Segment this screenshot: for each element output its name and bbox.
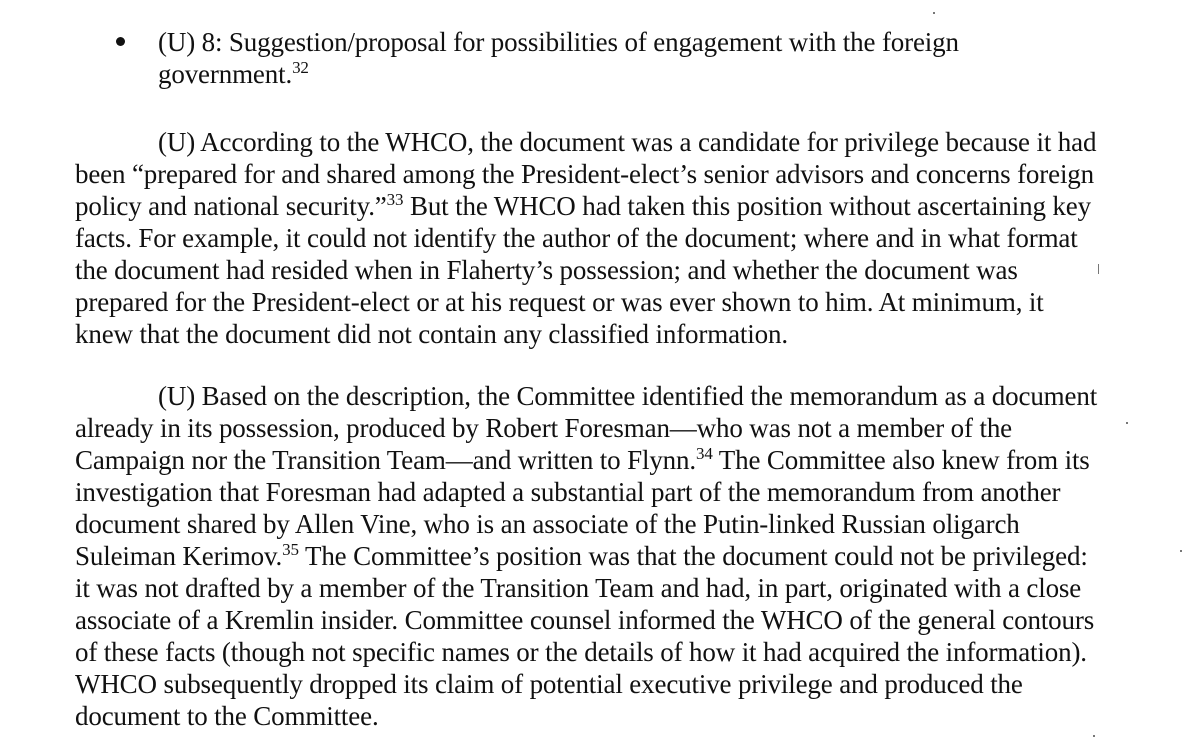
paragraph-line: associate of a Kremlin insider. Committee counsel informed the WHCO of the general contours <box>75 605 1095 635</box>
paragraph-line: WHCO subsequently dropped its claim of potential executive privilege and produced the <box>75 669 1023 699</box>
paragraph-line: the document had resided when in Flaherty’s possession; and whether the document was <box>75 255 1018 285</box>
bullet-line: government.$^{32}$ <box>158 58 309 89</box>
scan-speck <box>1180 550 1182 552</box>
scan-speck <box>1126 422 1128 424</box>
scan-speck <box>1093 735 1095 737</box>
paragraph-line: been “prepared for and shared among the President-elect’s senior advisors and concerns foreign <box>75 159 1095 189</box>
paragraph-line: already in its possession, produced by Robert Foresman—who was not a member of the <box>75 413 1013 443</box>
paragraph-line: investigation that Foresman had adapted a substantial part of the memorandum from another <box>75 477 1061 507</box>
footnote-ref: 35 <box>282 540 299 559</box>
paragraph-line: Campaign nor the Transition Team—and written to Flynn.$^{34}$ The Committee also knew from its <box>75 444 1090 475</box>
paragraph-line: of these facts (though not specific names or the details of how it had acquired the information). <box>75 637 1087 667</box>
footnote-ref: 34 <box>695 444 713 463</box>
paragraph-line: it was not drafted by a member of the Transition Team and had, in part, originated with a close <box>75 573 1082 603</box>
paragraph-line: prepared for the President-elect or at his request or was ever shown to him. At minimum, it <box>75 287 1044 317</box>
paragraph-line: facts. For example, it could not identify the author of the document; where and in what format <box>75 223 1078 253</box>
footnote-ref: 33 <box>386 190 404 209</box>
paragraph-line: policy and national security.”$^{33}$ But the WHCO had taken this position without ascertaining key <box>75 190 1091 221</box>
bullet-icon <box>116 37 125 46</box>
paragraph-line: knew that the document did not contain any classified information. <box>75 319 788 349</box>
footnote-ref: 32 <box>292 58 309 77</box>
paragraph-line: (U) According to the WHCO, the document was a candidate for privilege because it had <box>158 127 1097 157</box>
scan-speck <box>933 12 935 14</box>
scan-speck <box>1098 264 1099 274</box>
bullet-line: (U) 8: Suggestion/proposal for possibilities of engagement with the foreign <box>158 27 959 57</box>
paragraph-line: (U) Based on the description, the Committee identified the memorandum as a document <box>158 381 1098 411</box>
paragraph-line: Suleiman Kerimov.$^{35}$ The Committee’s position was that the document could not be privileged: <box>75 540 1088 571</box>
paragraph-line: document shared by Allen Vine, who is an associate of the Putin-linked Russian oligarch <box>75 509 1020 539</box>
paragraph-line: document to the Committee. <box>75 701 379 731</box>
